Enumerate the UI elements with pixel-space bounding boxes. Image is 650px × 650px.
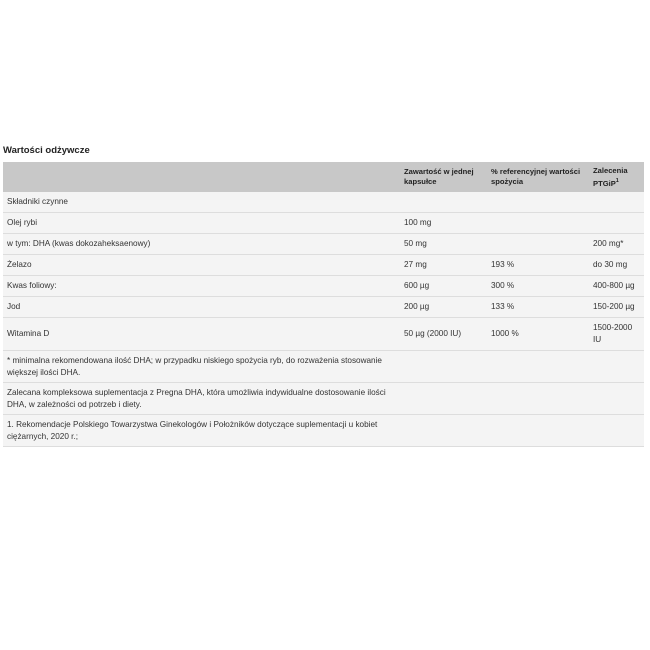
table-note-row (3, 415, 644, 447)
table-note-row (3, 383, 644, 415)
ingredient-name: Witamina D (7, 329, 50, 338)
table-header-row (3, 162, 644, 192)
note-text: * minimalna rekomendowana ilość DHA; w przypadku niskiego spożycia ryb, do rozważenia stosowanie większej ilości DHA. (7, 355, 382, 377)
ingredient-amount: 27 mg (404, 260, 427, 269)
ingredient-rws: 1000 % (491, 329, 519, 338)
ingredient-name: Kwas foliowy: (7, 281, 57, 290)
nutrition-table (3, 162, 644, 447)
table-row (3, 234, 644, 255)
ingredient-rws: 300 % (491, 281, 515, 290)
header-ptgip-label: Zalecenia PTGiP (593, 165, 628, 188)
table-row (3, 255, 644, 276)
header-ptgip-footnote: 1 (615, 177, 619, 184)
ingredient-amount: 100 mg (404, 218, 432, 227)
header-amount: Zawartość w jednej kapsułce (404, 167, 474, 186)
ingredient-rec (589, 213, 644, 234)
ingredient-name: w tym: DHA (kwas dokozaheksaenowy) (7, 239, 151, 248)
ingredient-amount: 200 µg (404, 302, 430, 311)
ingredient-name: Olej rybi (7, 218, 38, 227)
table-row (3, 297, 644, 318)
ingredient-rws: 193 % (491, 260, 515, 269)
table-row (3, 276, 644, 297)
ingredient-rws (487, 213, 589, 234)
ingredient-amount: 50 µg (2000 IU) (404, 329, 462, 338)
ingredient-rec: 150-200 µg (593, 302, 635, 311)
ingredient-rec: 1500-2000 IU (593, 323, 633, 344)
ingredient-name: Jod (7, 302, 21, 311)
ingredient-rws (487, 234, 589, 255)
ingredient-rec: do 30 mg (593, 260, 628, 269)
section-title: Wartości odżywcze (3, 145, 90, 156)
table-note-row (3, 351, 644, 383)
ingredient-name: Żelazo (7, 260, 32, 269)
table-section-row (3, 192, 644, 213)
header-ingredient (3, 162, 400, 192)
section-label: Składniki czynne (7, 197, 68, 206)
ingredient-amount: 600 µg (404, 281, 430, 290)
ingredient-rec: 200 mg* (593, 239, 624, 248)
table-row (3, 213, 644, 234)
ingredient-amount: 50 mg (404, 239, 427, 248)
note-text: 1. Rekomendacje Polskiego Towarzystwa Ginekologów i Położników dotyczące suplementacji u kobiet ciężarnych, 2020 r.; (7, 419, 378, 441)
ingredient-rws: 133 % (491, 302, 515, 311)
ingredient-rec: 400-800 µg (593, 281, 635, 290)
header-reference-value: % referencyjnej wartości spożycia (491, 167, 581, 186)
note-text: Zalecana kompleksowa suplementacja z Pregna DHA, która umożliwia indywidualne dostosowanie ilości DHA, w zależności od potrzeb i diety. (7, 387, 386, 409)
header-ptgip (589, 162, 644, 192)
table-row (3, 318, 644, 351)
